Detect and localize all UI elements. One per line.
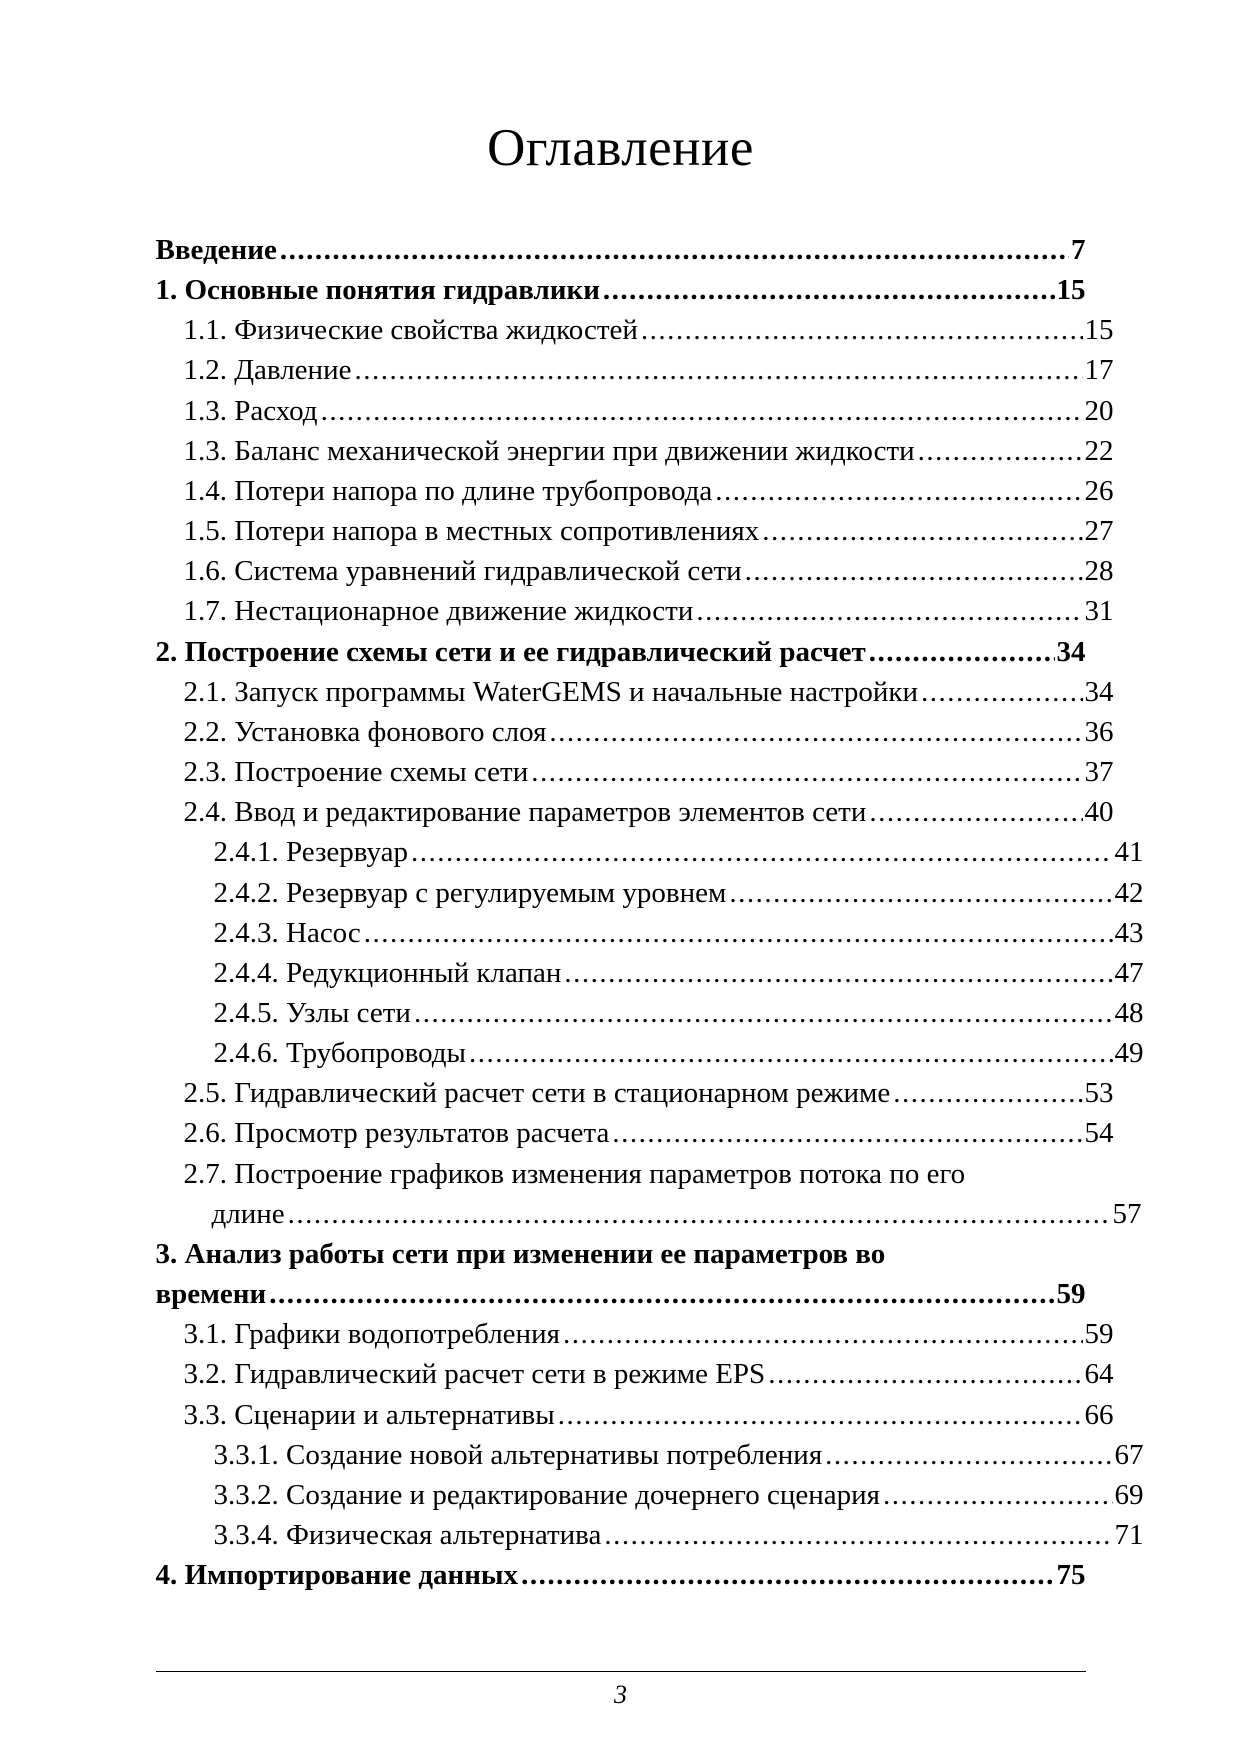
toc-leader-dots	[558, 1395, 1083, 1435]
toc-entry-label: 1.1. Физические свойства жидкостей	[183, 314, 638, 347]
toc-entry-page: 17	[1084, 354, 1114, 387]
toc-entry-label: 1.6. Система уравнений гидравлической сети	[183, 555, 742, 588]
toc-entry-page: 34	[1056, 635, 1086, 668]
toc-entry-label: 2.5. Гидравлический расчет сети в стационарном режиме	[183, 1077, 891, 1110]
toc-entry-page: 42	[1114, 876, 1144, 909]
page-title: Оглавление	[487, 119, 754, 177]
toc-entry[interactable]	[156, 391, 1114, 431]
toc-entry[interactable]	[156, 712, 1114, 752]
toc-entry[interactable]	[156, 1033, 1144, 1073]
toc-leader-dots	[469, 1033, 1112, 1073]
toc-entry[interactable]	[156, 310, 1114, 350]
toc-entry[interactable]	[156, 1475, 1144, 1515]
toc-leader-dots	[564, 953, 1112, 993]
toc-leader-dots	[745, 551, 1083, 591]
toc-entry-page: 27	[1084, 515, 1114, 548]
toc-entry-label: 2. Построение схемы сети и ее гидравлический расчет	[155, 635, 866, 668]
toc-leader-dots	[604, 1515, 1112, 1555]
toc-entry-page: 7	[1071, 234, 1086, 266]
toc-leader-dots	[768, 1354, 1082, 1394]
toc-entry[interactable]	[156, 1234, 1086, 1314]
toc-entry-label-continued: времени	[155, 1278, 267, 1311]
toc-leader-dots	[883, 1475, 1113, 1515]
toc-entry-page: 28	[1084, 555, 1114, 588]
toc-entry-label: 1.5. Потери напора в местных сопротивлениях	[183, 515, 760, 548]
toc-entry-page: 47	[1114, 956, 1144, 989]
toc-entry-page: 20	[1084, 394, 1114, 427]
toc-entry-label: 2.2. Установка фонового слоя	[183, 715, 547, 748]
toc-entry-label: 3.1. Графики водопотребления	[183, 1318, 560, 1351]
toc-entry-label: 3.3. Сценарии и альтернативы	[183, 1398, 555, 1431]
toc-entry-label: 2.7. Построение графиков изменения параметров потока по его	[183, 1157, 966, 1190]
toc-entry[interactable]	[156, 1555, 1086, 1595]
toc-leader-dots	[893, 1073, 1082, 1113]
toc-leader-dots	[414, 993, 1113, 1033]
toc-entry-page: 71	[1114, 1519, 1144, 1551]
toc-leader-dots	[825, 1435, 1112, 1475]
toc-entry[interactable]	[156, 672, 1114, 712]
toc-leader-dots	[288, 1194, 1111, 1234]
toc-entry[interactable]	[156, 270, 1086, 310]
toc-entry[interactable]	[156, 1515, 1144, 1555]
toc-entry-label: 3.3.1. Создание новой альтернативы потребления	[213, 1438, 823, 1471]
toc-entry[interactable]	[156, 832, 1144, 872]
toc-entry-label: 2.4.1. Резервуар	[213, 836, 408, 869]
toc-leader-dots	[869, 792, 1082, 832]
toc-entry-label: 1.3. Баланс механической энергии при движении жидкости	[183, 434, 915, 467]
toc-entry-label: 1.4. Потери напора по длине трубопровода	[183, 474, 713, 507]
toc-entry-label: 3. Анализ работы сети при изменении ее параметров во	[155, 1237, 886, 1270]
toc-entry-label: 1.2. Давление	[183, 354, 352, 387]
toc-entry-page: 64	[1084, 1358, 1114, 1391]
toc-entry-page: 43	[1114, 916, 1144, 949]
toc-entry[interactable]	[156, 431, 1114, 471]
page-number: 3	[614, 1680, 627, 1709]
toc-leader-dots	[918, 431, 1083, 471]
toc-leader-dots	[531, 752, 1082, 792]
toc-entry-page: 49	[1114, 1037, 1144, 1070]
toc-entry[interactable]	[156, 1354, 1114, 1394]
toc-entry-label: 2.6. Просмотр результатов расчета	[183, 1117, 610, 1150]
toc-entry-label: 4. Импортирование данных	[155, 1559, 519, 1592]
toc-leader-dots	[612, 1113, 1082, 1153]
toc-leader-dots	[321, 391, 1083, 431]
toc-leader-dots	[869, 632, 1055, 672]
toc-leader-dots	[521, 1555, 1054, 1595]
toc-entry-label: 2.4.5. Узлы сети	[213, 996, 411, 1029]
toc-entry[interactable]	[156, 511, 1114, 551]
toc-entry-label: Введение	[155, 234, 277, 266]
toc-entry[interactable]	[156, 1395, 1114, 1435]
toc-entry[interactable]	[156, 551, 1114, 591]
toc-entry-label: 2.4.6. Трубопроводы	[213, 1037, 467, 1070]
toc-entry-line2	[184, 1194, 1142, 1234]
toc-entry-page: 34	[1084, 675, 1114, 708]
toc-entry[interactable]	[156, 953, 1144, 993]
toc-entry-label: 1. Основные понятия гидравлики	[155, 274, 600, 307]
toc-entry[interactable]	[156, 993, 1144, 1033]
toc-leader-dots	[603, 270, 1055, 310]
toc-entry-page: 40	[1084, 796, 1114, 829]
toc-entry-page: 37	[1084, 756, 1114, 789]
toc-entry-page: 75	[1056, 1559, 1086, 1592]
toc-leader-dots	[921, 672, 1082, 712]
toc-leader-dots	[729, 873, 1112, 913]
toc-entry[interactable]	[156, 230, 1086, 270]
toc-entry-page: 66	[1084, 1398, 1114, 1431]
toc-leader-dots	[762, 511, 1082, 551]
toc-entry-page: 54	[1084, 1117, 1114, 1150]
toc-entry-page: 53	[1084, 1077, 1114, 1110]
toc-entry-page: 22	[1084, 434, 1114, 467]
toc-entry-label: 1.7. Нестационарное движение жидкости	[183, 595, 694, 628]
toc-leader-dots	[563, 1314, 1083, 1354]
toc-entry[interactable]	[156, 1435, 1144, 1475]
toc-entry-page: 36	[1084, 715, 1114, 748]
toc-entry-label: 1.3. Расход	[183, 394, 318, 427]
toc-leader-dots	[641, 310, 1083, 350]
toc-entry-page: 59	[1056, 1278, 1086, 1311]
toc-leader-dots	[354, 350, 1082, 390]
toc-entry[interactable]	[156, 1154, 1142, 1234]
toc-leader-dots	[280, 230, 1069, 270]
toc-entry-page: 15	[1084, 314, 1114, 347]
toc-entry-page: 57	[1112, 1197, 1142, 1230]
toc-entry-label: 2.4.3. Насос	[213, 916, 361, 949]
toc-leader-dots	[269, 1274, 1054, 1314]
toc-entry-page: 31	[1084, 595, 1114, 628]
toc-entry[interactable]	[156, 792, 1114, 832]
toc-entry-page: 69	[1114, 1478, 1144, 1511]
toc-entry-label: 2.4.4. Редукционный клапан	[213, 956, 562, 989]
toc-leader-dots	[411, 832, 1113, 872]
toc-entry[interactable]	[156, 873, 1144, 913]
toc-entry[interactable]	[156, 591, 1114, 631]
page-footer	[0, 1671, 1241, 1754]
toc-leader-dots	[696, 591, 1082, 631]
toc-entry-page: 41	[1114, 836, 1144, 869]
table-of-contents	[155, 178, 1144, 1595]
toc-entry-page: 67	[1114, 1438, 1144, 1471]
toc-leader-dots	[715, 471, 1082, 511]
toc-entry-page: 59	[1084, 1318, 1114, 1351]
toc-leader-dots	[549, 712, 1082, 752]
toc-entry[interactable]	[156, 913, 1144, 953]
toc-entry-line2	[156, 1274, 1086, 1314]
toc-entry-label: 2.3. Построение схемы сети	[183, 756, 529, 789]
toc-entry-page: 48	[1114, 996, 1144, 1029]
toc-entry-label: 2.4.2. Резервуар с регулируемым уровнем	[213, 876, 727, 909]
toc-entry[interactable]	[156, 752, 1114, 792]
toc-entry-label: 3.3.4. Физическая альтернатива	[213, 1519, 602, 1551]
toc-entry-page: 26	[1084, 474, 1114, 507]
toc-leader-dots	[364, 913, 1113, 953]
toc-entry[interactable]	[156, 1113, 1114, 1153]
toc-entry[interactable]	[156, 1073, 1114, 1113]
toc-entry[interactable]	[156, 350, 1114, 390]
toc-entry[interactable]	[156, 632, 1086, 672]
toc-entry-page: 15	[1056, 274, 1086, 307]
toc-entry-label: 3.3.2. Создание и редактирование дочернего сценария	[213, 1478, 880, 1511]
toc-entry-label: 2.4. Ввод и редактирование параметров элементов сети	[183, 796, 867, 829]
toc-entry-label-continued: длине	[211, 1197, 285, 1230]
toc-entry-label: 2.1. Запуск программы WaterGEMS и начальные настройки	[183, 675, 919, 708]
toc-entry[interactable]	[156, 1314, 1114, 1354]
toc-entry-label: 3.2. Гидравлический расчет сети в режиме EPS	[183, 1358, 766, 1391]
toc-entry[interactable]	[156, 471, 1114, 511]
